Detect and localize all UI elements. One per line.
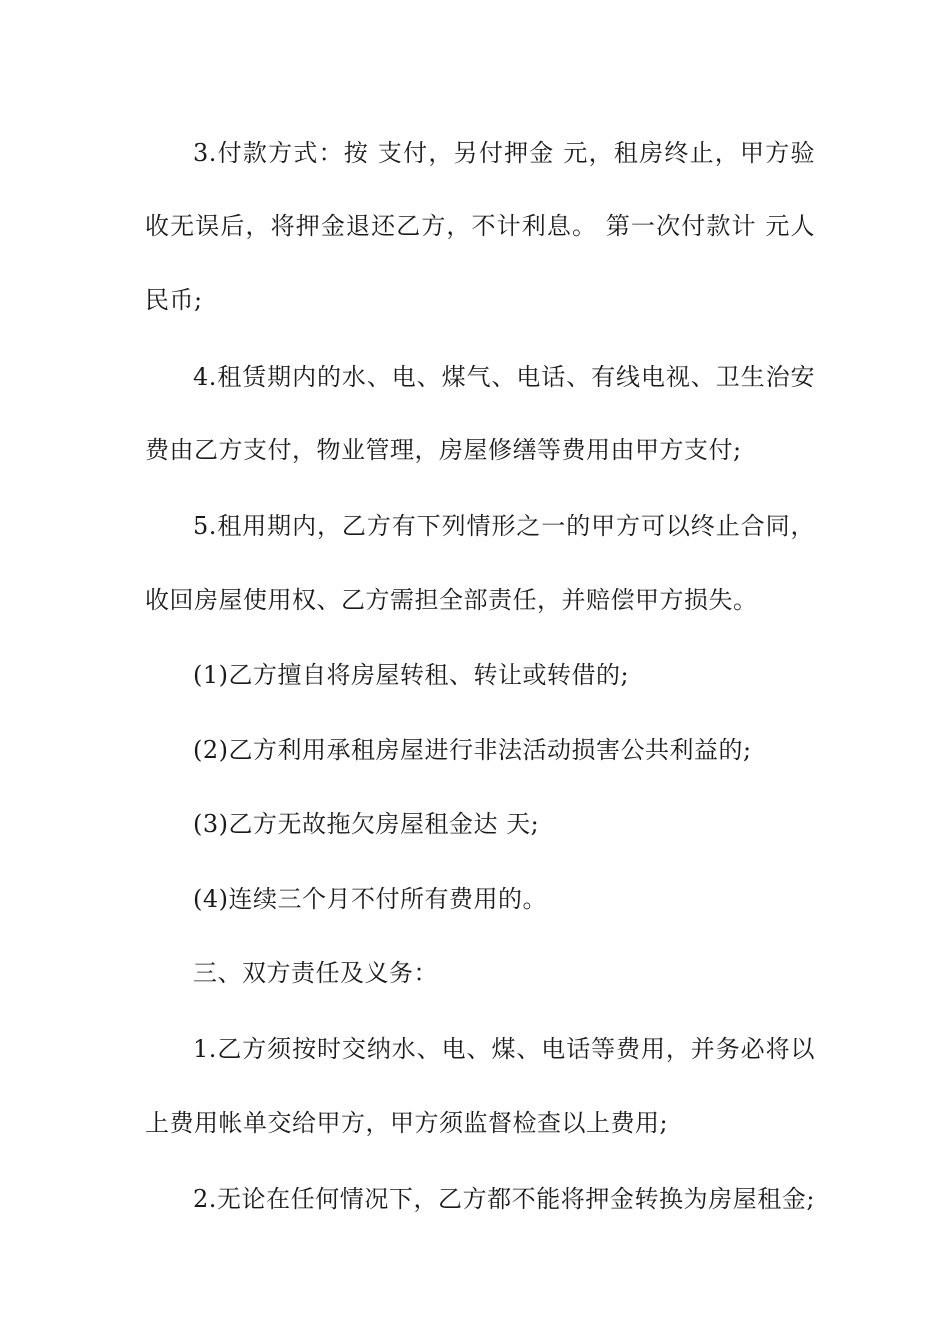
termination-item-3: (3)乙方无故拖欠房屋租金达 天; — [193, 810, 540, 838]
termination-item-4: (4)连续三个月不付所有费用的。 — [193, 885, 547, 913]
responsibility-1-line-1: 1.乙方须按时交纳水、电、煤、电话等费用，并务必将以 — [193, 1035, 815, 1063]
payment-method-line-1: 3.付款方式：按 支付，另付押金 元，租房终止，甲方验 — [193, 139, 815, 167]
responsibility-2-line-1: 2.无论在任何情况下，乙方都不能将押金转换为房屋租金; — [193, 1185, 815, 1213]
termination-line-2: 收回房屋使用权、乙方需担全部责任，并赔偿甲方损失。 — [145, 586, 758, 614]
termination-line-1: 5.租用期内，乙方有下列情形之一的甲方可以终止合同， — [193, 512, 815, 540]
termination-item-2: (2)乙方利用承租房屋进行非法活动损害公共利益的; — [193, 736, 752, 764]
section-heading-responsibilities: 三、双方责任及义务： — [193, 959, 438, 987]
payment-method-line-3: 民币; — [145, 286, 203, 314]
payment-method-line-2: 收无误后，将押金退还乙方，不计利息。 第一次付款计 元人 — [145, 212, 815, 240]
utilities-line-2: 费由乙方支付，物业管理，房屋修缮等费用由甲方支付; — [145, 436, 742, 464]
utilities-line-1: 4.租赁期内的水、电、煤气、电话、有线电视、卫生治安 — [193, 363, 815, 391]
termination-item-1: (1)乙方擅自将房屋转租、转让或转借的; — [193, 661, 630, 689]
responsibility-1-line-2: 上费用帐单交给甲方，甲方须监督检查以上费用; — [145, 1109, 669, 1137]
